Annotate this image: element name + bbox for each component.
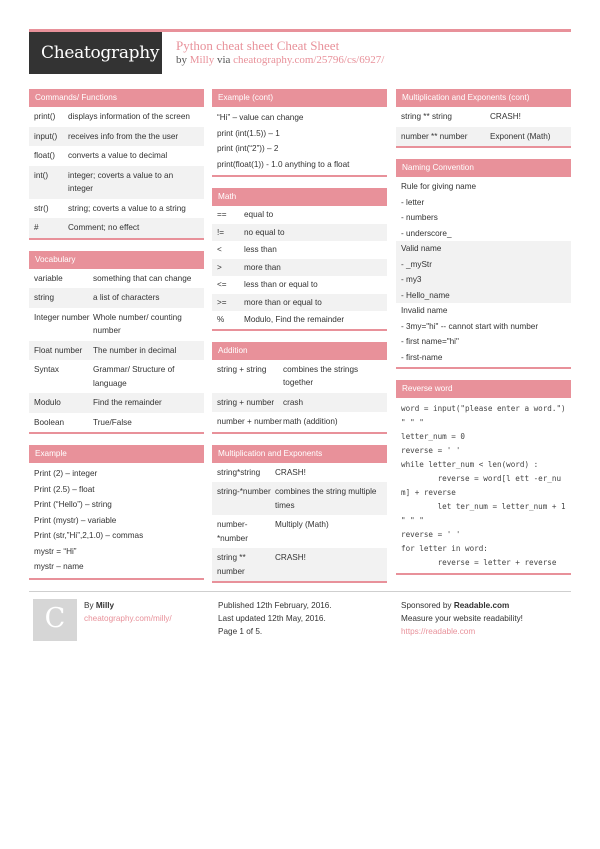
row-value: converts a value to decimal <box>68 151 168 160</box>
vocabulary-box <box>29 251 204 435</box>
footer-author <box>84 599 172 625</box>
table-row <box>29 199 204 219</box>
list-item: Print (mystr) – variable <box>34 515 117 525</box>
row-key: Syntax <box>34 365 60 374</box>
list-item: print (int(“2”)) – 2 <box>217 144 279 153</box>
table-row <box>29 269 204 289</box>
code-line: reverse = word[l ett -er_num] + reverse <box>401 474 562 497</box>
table-row <box>212 360 387 393</box>
footer-by: By <box>84 601 94 610</box>
code-line: " " " <box>401 516 424 525</box>
row-value: a list of characters <box>93 293 160 302</box>
list-item: - first-name <box>401 352 443 362</box>
row-key: str() <box>34 203 49 213</box>
code-line: for letter in word: <box>401 544 488 553</box>
table-row <box>212 294 387 312</box>
example-cont-title: Example (cont) <box>212 89 387 107</box>
table-row <box>212 259 387 277</box>
code-line: letter_num = 0 <box>401 432 466 441</box>
footer-sponsor-line: Measure your website readability! <box>401 614 523 623</box>
row-key: string ** number <box>217 553 246 576</box>
row-key: != <box>217 227 225 237</box>
row-key: Integer number <box>34 312 90 322</box>
row-key: string + number <box>217 397 275 407</box>
list-item: mystr = “Hi” <box>34 546 77 556</box>
commands-box <box>29 89 204 240</box>
list-item: “Hi” – value can change <box>217 113 304 122</box>
row-value: True/False <box>93 417 132 427</box>
footer-rule <box>29 591 571 592</box>
column-2 <box>212 89 387 594</box>
row-value: integer; coverts a value to an integer <box>68 170 174 193</box>
table-row <box>29 360 204 393</box>
table-row <box>29 146 204 166</box>
code-line: reverse = ' ' <box>401 530 461 539</box>
table-row <box>29 413 204 433</box>
table-row <box>29 341 204 361</box>
row-key: < <box>217 245 222 254</box>
row-value: Grammar/ Structure of language <box>93 365 175 388</box>
vocabulary-title: Vocabulary <box>29 251 204 269</box>
row-key: <= <box>217 280 227 289</box>
footer-sponsor-prefix: Sponsored by <box>401 601 452 610</box>
row-value: equal to <box>244 210 274 219</box>
reverse-word-title: Reverse word <box>396 380 571 398</box>
list-item: - _myStr <box>396 257 571 273</box>
list-item: - numbers <box>401 213 438 222</box>
table-row <box>29 288 204 308</box>
row-key: string + string <box>217 364 267 374</box>
row-key: float() <box>34 151 55 160</box>
table-row <box>212 412 387 432</box>
naming-title: Naming Convention <box>396 159 571 177</box>
row-value: string; coverts a value to a string <box>68 203 186 213</box>
byline-via: via <box>216 54 231 66</box>
multiplication-cont-title: Multiplication and Exponents (cont) <box>396 89 571 107</box>
multiplication-title: Multiplication and Exponents <box>212 445 387 463</box>
row-key: >= <box>217 297 227 307</box>
row-key: Float number <box>34 345 83 355</box>
avatar-letter: C <box>44 603 66 634</box>
addition-box <box>212 342 387 434</box>
table-row <box>212 276 387 294</box>
row-value: less than <box>244 245 277 254</box>
cheatography-logo[interactable] <box>29 29 162 74</box>
list-item: mystr – name <box>34 562 84 571</box>
code-line: " " " <box>401 418 424 427</box>
table-row <box>29 166 204 199</box>
list-item: - Hello_name <box>396 288 571 304</box>
byline-by: by <box>176 54 187 66</box>
footer-author-url[interactable]: cheatography.com/milly/ <box>84 614 172 623</box>
footer-updated: Last updated 12th May, 2016. <box>218 614 326 623</box>
example-box <box>29 445 204 580</box>
table-row <box>29 107 204 127</box>
byline-url-link[interactable]: cheatography.com/25796/cs/6927/ <box>233 54 385 66</box>
table-row <box>212 463 387 483</box>
list-item: Valid name <box>396 241 571 257</box>
column-1 <box>29 89 204 591</box>
list-item: - my3 <box>396 272 571 288</box>
row-key: # <box>34 223 39 232</box>
row-value: Comment; no effect <box>68 223 140 232</box>
naming-box <box>396 159 571 369</box>
list-item: Print (str,”Hi”,2,1.0) – commas <box>34 531 144 540</box>
table-row <box>29 218 204 238</box>
sheet-title: Python cheat sheet Cheat Sheet <box>176 38 340 53</box>
footer-sponsor-url[interactable]: https://readable.com <box>401 627 476 636</box>
list-item: - 3my="hi" -- cannot start with number <box>401 321 539 331</box>
row-key: variable <box>34 273 63 283</box>
row-value: receives info from the the user <box>68 131 179 141</box>
row-key: number + number <box>217 417 282 426</box>
multiplication-cont-box <box>396 89 571 148</box>
example-title: Example <box>29 445 204 463</box>
row-key: string <box>34 293 55 302</box>
byline-author-link[interactable]: Milly <box>189 54 215 66</box>
list-item: print(float(1)) - 1.0 anything to a float <box>217 159 350 169</box>
row-value: no equal to <box>244 227 285 237</box>
sheet-byline <box>176 54 384 66</box>
logo-text: Cheatography <box>41 43 160 63</box>
row-value: more than <box>244 262 281 272</box>
table-row <box>396 107 571 127</box>
row-key: input() <box>34 131 58 141</box>
table-row <box>212 241 387 259</box>
row-key: number ** number <box>401 131 468 141</box>
row-value: less than or equal to <box>244 280 318 289</box>
code-line: reverse = letter + reverse <box>401 558 557 567</box>
row-value: Exponent (Math) <box>490 131 551 141</box>
row-value: Whole number/ counting number <box>93 312 182 335</box>
footer-author-name[interactable]: Milly <box>95 601 115 610</box>
table-row <box>29 127 204 147</box>
list-item: print (int(1.5)) – 1 <box>217 128 280 138</box>
row-key: > <box>217 262 222 272</box>
addition-title: Addition <box>212 342 387 360</box>
header-rule <box>162 29 571 32</box>
row-value: Find the remainder <box>93 398 162 407</box>
code-line: word = input("please enter a word.") <box>401 404 566 413</box>
table-row <box>212 393 387 413</box>
list-item: - letter <box>401 197 425 207</box>
row-key: % <box>217 315 225 324</box>
code-line: reverse = ' ' <box>401 446 461 455</box>
column-3 <box>396 89 571 586</box>
table-row <box>29 308 204 341</box>
row-value: CRASH! <box>275 467 306 477</box>
list-item: - first name="hi" <box>401 337 459 346</box>
row-value: The number in decimal <box>93 345 177 355</box>
footer-sponsor <box>401 599 523 638</box>
row-value: CRASH! <box>490 112 521 121</box>
row-key: == <box>217 210 227 219</box>
table-row <box>29 393 204 413</box>
list-item: Print (2.5) – float <box>34 484 95 494</box>
row-value: Modulo, Find the remainder <box>244 315 345 324</box>
table-row <box>212 548 387 581</box>
row-key: Boolean <box>34 417 65 427</box>
list-item: Print (2) – integer <box>34 469 98 478</box>
row-value: combines the string multiple times <box>275 487 377 510</box>
code-line: let ter_num = letter_num + 1 <box>401 502 566 511</box>
row-value: something that can change <box>93 273 192 283</box>
list-item: - underscore_ <box>401 228 452 238</box>
row-value: Multiply (Math) <box>275 520 329 529</box>
reverse-word-box <box>396 380 571 575</box>
list-item: Rule for giving name <box>401 182 477 191</box>
row-value: crash <box>283 397 304 407</box>
math-box <box>212 188 387 331</box>
list-item: Print (“Hello”) – string <box>34 500 112 509</box>
row-value: displays information of the screen <box>68 112 190 121</box>
commands-title: Commands/ Functions <box>29 89 204 107</box>
table-row <box>212 206 387 224</box>
row-key: string*string <box>217 467 261 477</box>
footer-sponsor-name[interactable]: Readable.com <box>453 601 510 610</box>
row-key: number-*number <box>217 520 248 543</box>
table-row <box>212 515 387 548</box>
row-value: more than or equal to <box>244 297 322 307</box>
row-value: CRASH! <box>275 553 306 562</box>
row-value: math (addition) <box>283 417 338 426</box>
avatar[interactable] <box>33 599 77 641</box>
table-row <box>212 482 387 515</box>
row-key: print() <box>34 112 56 121</box>
table-row <box>396 127 571 147</box>
row-key: int() <box>34 170 49 180</box>
row-value: combines the strings together <box>283 364 359 387</box>
multiplication-box <box>212 445 387 584</box>
row-key: string-*number <box>217 487 271 496</box>
table-row <box>212 224 387 242</box>
row-key: Modulo <box>34 398 61 407</box>
row-key: string ** string <box>401 112 452 121</box>
list-item: Invalid name <box>401 306 448 315</box>
example-cont-box <box>212 89 387 177</box>
footer-dates <box>218 599 332 638</box>
footer-published: Published 12th February, 2016. <box>218 601 332 610</box>
table-row <box>212 311 387 329</box>
footer-page: Page 1 of 5. <box>218 627 263 636</box>
code-line: while letter_num < len(word) : <box>401 460 539 469</box>
math-title: Math <box>212 188 387 206</box>
